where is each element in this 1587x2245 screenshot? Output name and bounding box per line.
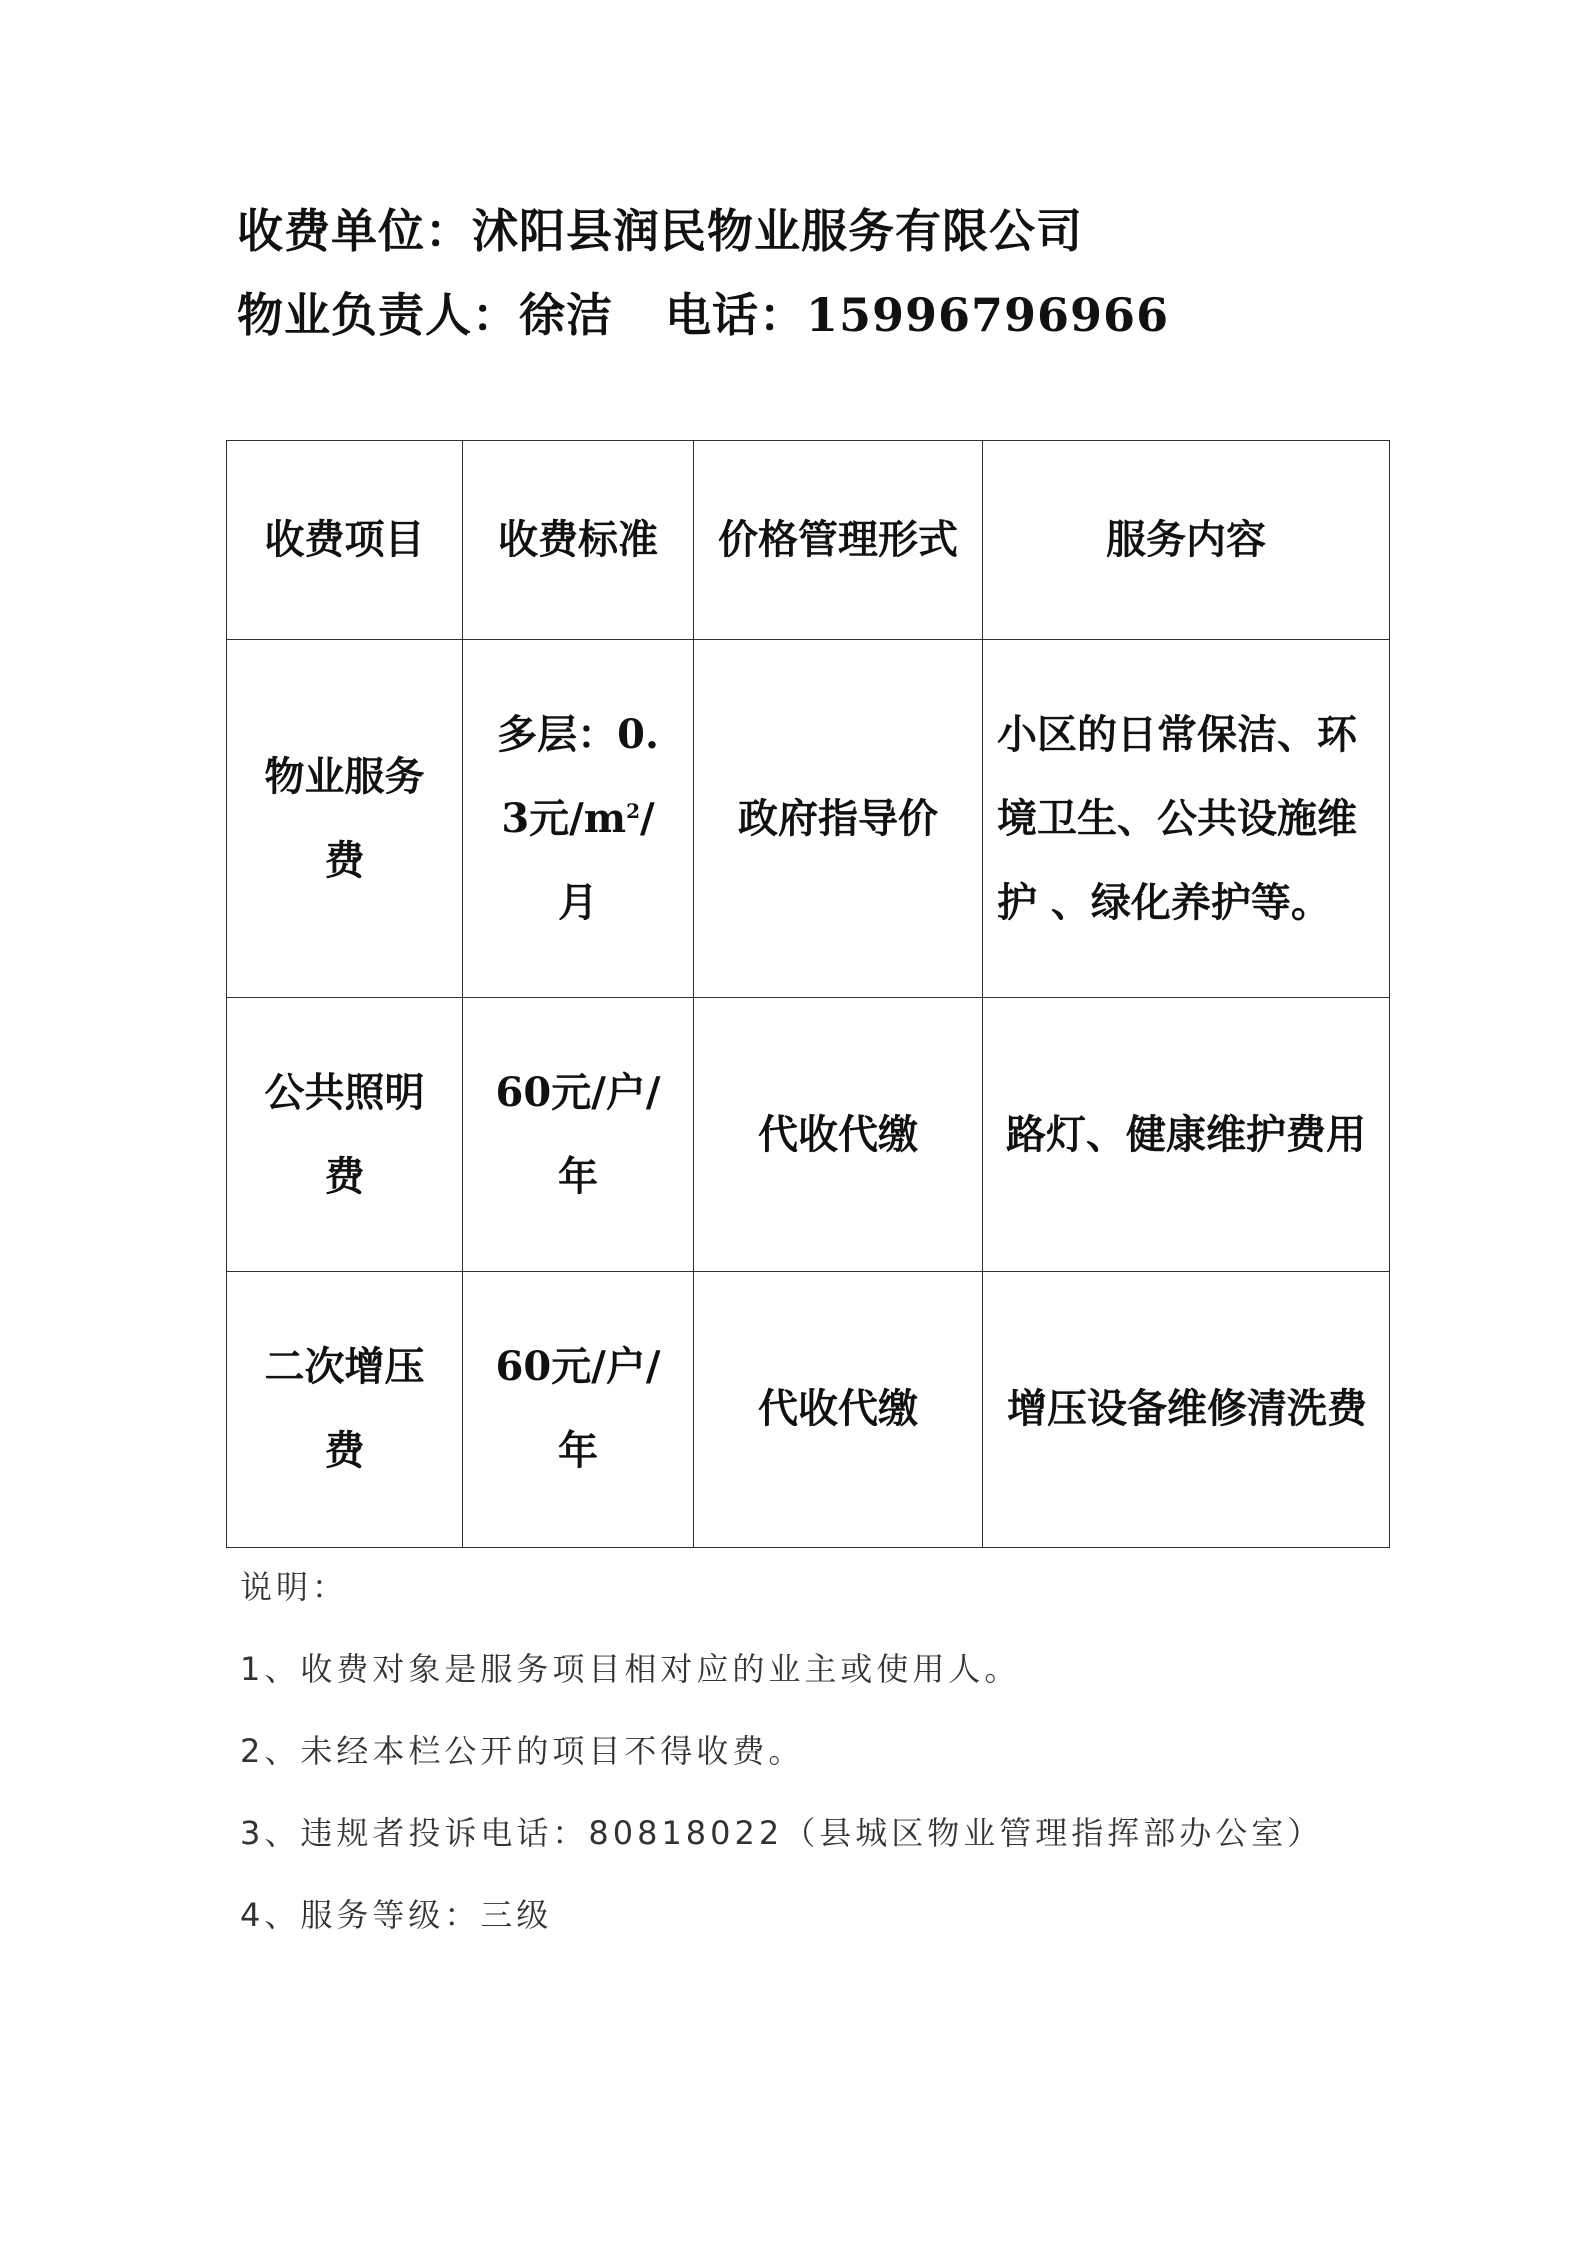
phone-label: 电话： — [665, 288, 806, 342]
table-header-row — [227, 441, 1390, 640]
fee-item-cell — [227, 1271, 463, 1547]
service-content: 增压设备维修清洗费 — [1007, 1385, 1367, 1433]
fee-standard — [493, 693, 663, 945]
price-form-cell: 代收代缴 — [694, 998, 983, 1271]
column-header: 收费标准 — [463, 441, 694, 640]
price-form-cell: 政府指导价 — [694, 640, 983, 998]
manager-line — [237, 288, 1170, 342]
fee-standard-cell: 60元/户/年 — [463, 1271, 694, 1547]
fee-item: 二次增压费 — [264, 1343, 425, 1475]
fee-item-cell — [227, 998, 463, 1271]
table-row — [227, 1271, 1390, 1547]
phone-value: 15996796966 — [806, 288, 1170, 342]
column-header: 服务内容 — [983, 441, 1390, 640]
fee-standard-cell: 60元/户/年 — [463, 998, 694, 1271]
fee-item: 公共照明费 — [264, 1068, 425, 1200]
service-content-cell — [983, 1271, 1390, 1547]
service-content: 小区的日常保洁、环境卫生、公共设施维护 、绿化养护等。 — [997, 710, 1357, 926]
fee-unit-line — [237, 204, 1083, 258]
fee-standard-unit: /月 — [558, 794, 655, 926]
manager-value: 徐洁 — [519, 288, 613, 342]
fee-table — [226, 440, 1390, 1548]
service-content-cell: 路灯、健康维护费用 — [983, 998, 1390, 1271]
fee-standard-superscript: 2 — [626, 798, 641, 823]
notes-section — [240, 1564, 1323, 1974]
fee-standard-cell — [463, 640, 694, 998]
fee-unit-value: 沭阳县润民物业服务有限公司 — [472, 204, 1083, 258]
service-content-cell — [983, 640, 1390, 998]
fee-item-cell — [227, 640, 463, 998]
column-header: 收费项目 — [227, 441, 463, 640]
note-item: 3、违规者投诉电话：80818022（县城区物业管理指挥部办公室） — [240, 1814, 1324, 1852]
note-item: 1、收费对象是服务项目相对应的业主或使用人。 — [240, 1650, 1021, 1688]
table-row — [227, 998, 1390, 1271]
price-form-cell: 代收代缴 — [694, 1271, 983, 1547]
note-item: 2、未经本栏公开的项目不得收费。 — [240, 1732, 805, 1770]
column-header: 价格管理形式 — [694, 441, 983, 640]
note-item: 4、服务等级：三级 — [240, 1896, 553, 1934]
notes-title: 说明： — [240, 1568, 349, 1606]
manager-label: 物业负责人： — [237, 288, 519, 342]
fee-unit-label: 收费单位： — [237, 204, 472, 258]
table-row — [227, 640, 1390, 998]
fee-standard-text: 多层：0.3元/m — [497, 710, 659, 842]
fee-item: 物业服务费 — [264, 752, 425, 884]
